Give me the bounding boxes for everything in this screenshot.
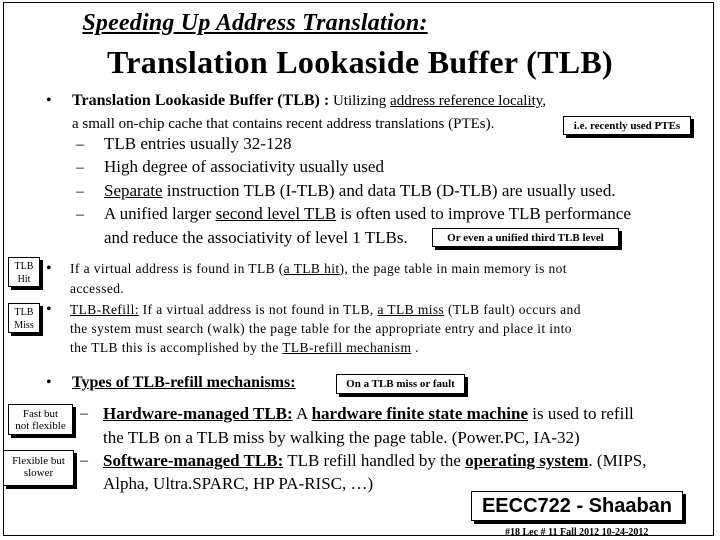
subitem-unified-tlb — [104, 204, 631, 224]
course-brand: EECC722 - Shaaban — [471, 491, 683, 521]
subitem-dash: – — [76, 136, 84, 153]
slide-subtitle: Speeding Up Address Translation: — [82, 10, 428, 36]
miss-line-3 — [70, 340, 419, 356]
hit-bullet: • — [46, 260, 52, 277]
subitem-tlb-entries: TLB entries usually 32-128 — [104, 134, 292, 153]
hit-pre: If a virtual address is found in TLB ( — [70, 261, 284, 276]
hardware-post: is used to refill — [528, 404, 634, 423]
intro-line-2: a small on-chip cache that contains recent address translations (PTEs). — [72, 116, 495, 132]
miss-line-1 — [70, 302, 581, 318]
fsm-term: hardware finite state machine — [311, 404, 528, 423]
unified-text: is often used to improve TLB performance — [336, 204, 631, 223]
slide-title: Translation Lookaside Buffer (TLB) — [107, 44, 613, 80]
unified-term: second level TLB — [215, 204, 337, 223]
hit-post: ), the page table in main memory is not — [339, 261, 567, 276]
tlb-miss-label — [8, 303, 40, 333]
hardware-heading: Hardware-managed TLB: — [103, 404, 293, 423]
intro-bullet: • — [46, 92, 52, 109]
hardware-pre: A — [292, 404, 312, 423]
subitem-associativity: High degree of associativity usually used — [104, 157, 384, 176]
flexible-slower-label — [3, 450, 74, 486]
types-bullet: • — [46, 374, 52, 391]
tlb-hit-label-line1: TLB — [14, 261, 34, 272]
intro-comma: , — [542, 93, 547, 109]
fast-not-flexible-label — [8, 404, 73, 435]
subitem-separate-tlb — [104, 181, 616, 201]
separate-text: instruction TLB (I-TLB) and data TLB (D-TLB) are usually used. — [162, 181, 616, 200]
tlb-refill-term: TLB-Refill: — [70, 302, 139, 317]
tlb-miss-term: a TLB miss — [377, 302, 445, 317]
subitem-unified-cont: and reduce the associativity of level 1 TLBs. — [104, 228, 408, 247]
miss-bullet: • — [46, 301, 52, 318]
software-line-2: Alpha, Ultra.SPARC, HP PA-RISC, …) — [103, 474, 374, 493]
unified-pre: A unified larger — [104, 204, 216, 223]
intro-line-1 — [72, 92, 546, 110]
flexible-label-line2: slower — [23, 467, 54, 479]
tlb-hit-label-line2: Hit — [17, 274, 31, 285]
hit-line-2: accessed. — [70, 281, 125, 296]
subitem-dash: – — [76, 206, 84, 223]
intro-term: Translation Lookaside Buffer (TLB) : — [72, 92, 330, 109]
intro-link: address reference locality — [390, 93, 543, 109]
subitem-dash: – — [76, 183, 84, 200]
software-dash: – — [80, 452, 88, 469]
hit-term: a TLB hit — [283, 261, 340, 276]
tlb-miss-label-line2: Miss — [14, 320, 34, 331]
flexible-label-line1: Flexible but — [12, 455, 65, 467]
miss-line3-post: . — [411, 340, 419, 355]
separate-term: Separate — [104, 181, 163, 200]
tlb-hit-label — [8, 257, 40, 287]
hardware-line-2: the TLB on a TLB miss by walking the page table. (Power.PC, IA-32) — [103, 428, 580, 447]
fast-label-line1: Fast but — [22, 408, 59, 420]
third-level-note: Or even a unified third TLB level — [432, 228, 619, 247]
slide-footer: #18 Lec # 11 Fall 2012 10-24-2012 — [505, 527, 649, 538]
software-line-1 — [103, 451, 647, 471]
hardware-dash: – — [80, 405, 88, 422]
software-pre: TLB refill handled by the — [283, 451, 466, 470]
types-heading: Types of TLB-refill mechanisms: — [72, 374, 296, 391]
miss-fault-note: On a TLB miss or fault — [336, 374, 465, 394]
miss-pre: If a virtual address is not found in TLB, — [138, 302, 378, 317]
os-term: operating system — [465, 451, 589, 470]
hit-line-1 — [70, 261, 567, 277]
ptes-note: i.e. recently used PTEs — [563, 116, 691, 135]
tlb-miss-label-line1: TLB — [14, 307, 34, 318]
intro-after-term: Utilizing — [329, 93, 391, 109]
refill-mechanism-term: TLB-refill mechanism — [282, 340, 412, 355]
hardware-line-1 — [103, 404, 634, 424]
subitem-dash: – — [76, 159, 84, 176]
miss-line3-pre: the TLB this is accomplished by the — [70, 340, 283, 355]
software-post: . (MIPS, — [588, 451, 647, 470]
miss-post: (TLB fault) occurs and — [444, 302, 581, 317]
fast-label-line2: not flexible — [15, 420, 66, 432]
software-heading: Software-managed TLB: — [103, 451, 284, 470]
miss-line-2: the system must search (walk) the page table for the appropriate entry and place it into — [70, 321, 572, 336]
